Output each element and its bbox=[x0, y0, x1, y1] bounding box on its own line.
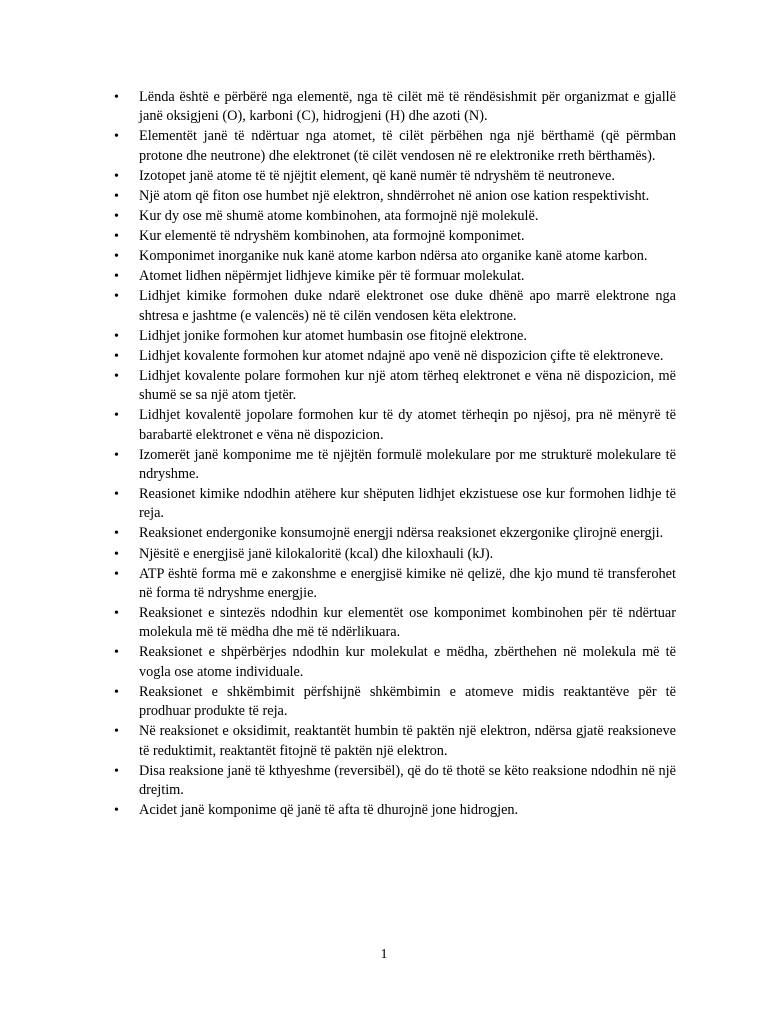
list-item bbox=[114, 406, 676, 445]
list-item bbox=[114, 167, 676, 186]
bullet-icon: • bbox=[114, 408, 119, 424]
list-item bbox=[114, 722, 676, 761]
list-item bbox=[114, 207, 676, 226]
list-item-text: Izomerët janë komponime me të njëjtën formulë molekulare por me strukturë molekulare të ndryshme. bbox=[139, 446, 676, 482]
bullet-icon: • bbox=[114, 546, 119, 562]
bullet-icon: • bbox=[114, 188, 119, 204]
bullet-icon: • bbox=[114, 208, 119, 224]
bullet-icon: • bbox=[114, 289, 119, 305]
list-item bbox=[114, 267, 676, 286]
list-item-text: Lidhjet kimike formohen duke ndarë elektronet ose duke dhënë apo marrë elektrone nga shtresa e jashtme (e valencës) në të cilën vendosen këta elektrone. bbox=[139, 288, 676, 324]
list-item-text: Komponimet inorganike nuk kanë atome karbon ndërsa ato organike kanë atome karbon. bbox=[139, 248, 648, 265]
list-item-text: Kur dy ose më shumë atome kombinohen, ata formojnë një molekulë. bbox=[139, 207, 539, 224]
bullet-icon: • bbox=[114, 487, 119, 503]
list-item bbox=[114, 88, 676, 127]
list-item bbox=[114, 187, 676, 206]
bullet-icon: • bbox=[114, 763, 119, 779]
list-item-text: Izotopet janë atome të të njëjtit element, që kanë numër të ndryshëm të neutroneve. bbox=[139, 167, 615, 184]
list-item bbox=[114, 565, 676, 604]
bullet-icon: • bbox=[114, 724, 119, 740]
list-item-text: Lidhjet kovalentë jopolare formohen kur të dy atomet tërheqin po njësoj, pra në mënyrë të barabartë elektronet e vëna në dispozicion. bbox=[139, 407, 676, 443]
list-item bbox=[114, 367, 676, 406]
bullet-list bbox=[114, 88, 676, 821]
bullet-icon: • bbox=[114, 348, 119, 364]
list-item bbox=[114, 227, 676, 246]
list-item-text: Lidhjet jonike formohen kur atomet humbasin ose fitojnë elektrone. bbox=[139, 327, 527, 344]
list-item bbox=[114, 327, 676, 346]
bullet-icon: • bbox=[114, 566, 119, 582]
list-item-text: Njësitë e energjisë janë kilokaloritë (kcal) dhe kiloxhauli (kJ). bbox=[139, 545, 494, 562]
list-item-text: ATP është forma më e zakonshme e energjisë kimike në qelizë, dhe kjo mund të transferohet në forma të ndryshme energjie. bbox=[139, 565, 676, 601]
list-item-text: Në reaksionet e oksidimit, reaktantët humbin të paktën një elektron, ndërsa gjatë reaksioneve të reduktimit, reaktantët fitojnë të paktën një elektron. bbox=[139, 723, 676, 759]
list-item-text: Reaksionet endergonike konsumojnë energji ndërsa reaksionet ekzergonike çlirojnë energji. bbox=[139, 525, 664, 542]
list-item bbox=[114, 524, 676, 543]
list-item-text: Reaksionet e shkëmbimit përfshijnë shkëmbimin e atomeve midis reaktantëve për të prodhuar produkte të reja. bbox=[139, 683, 676, 720]
bullet-icon: • bbox=[114, 803, 119, 819]
list-item bbox=[114, 762, 676, 801]
page-number: 1 bbox=[380, 947, 388, 962]
list-item-text: Lënda është e përbërë nga elementë, nga të cilët më të rëndësishmit për organizmat e gjallë janë oksigjeni (O), karboni (C), hidrogjeni (H) dhe azoti (N). bbox=[139, 89, 676, 125]
bullet-icon: • bbox=[114, 229, 119, 245]
list-item bbox=[114, 545, 676, 564]
bullet-icon: • bbox=[114, 526, 119, 542]
list-item bbox=[114, 347, 676, 366]
bullet-icon: • bbox=[114, 129, 119, 145]
list-item-text: Një atom që fiton ose humbet një elektron, shndërrohet në anion ose kation respektivisht. bbox=[139, 187, 650, 204]
bullet-icon: • bbox=[114, 249, 119, 265]
list-item-text: Disa reaksione janë të kthyeshme (reversibël), që do të thotë se këto reaksione ndodhin në një drejtim. bbox=[139, 762, 676, 798]
list-item bbox=[114, 604, 676, 643]
list-item-text: Lidhjet kovalente polare formohen kur një atom tërheq elektronet e vëna në dispozicion, më shumë se sa një atom tjetër. bbox=[139, 367, 676, 404]
bullet-icon: • bbox=[114, 168, 119, 184]
list-item bbox=[114, 446, 676, 485]
list-item-text: Kur elementë të ndryshëm kombinohen, ata formojnë komponimet. bbox=[139, 228, 525, 245]
list-item bbox=[114, 683, 676, 722]
bullet-icon: • bbox=[114, 368, 119, 384]
list-item-text: Lidhjet kovalente formohen kur atomet ndajnë apo venë në dispozicion çifte të elektroneve. bbox=[139, 347, 664, 364]
list-item bbox=[114, 485, 676, 524]
list-item-text: Reaksionet e shpërbërjes ndodhin kur molekulat e mëdha, zbërthehen në molekula më të vogla ose atome individuale. bbox=[139, 644, 676, 680]
bullet-icon: • bbox=[114, 447, 119, 463]
list-item-text: Acidet janë komponime që janë të afta të dhurojnë jone hidrogjen. bbox=[139, 802, 519, 819]
list-item-text: Atomet lidhen nëpërmjet lidhjeve kimike për të formuar molekulat. bbox=[139, 268, 525, 285]
list-item bbox=[114, 127, 676, 166]
bullet-icon: • bbox=[114, 269, 119, 285]
list-item-text: Reaksionet e sintezës ndodhin kur elementët ose komponimet kombinohen për të ndërtuar molekula më të mëdha dhe më të ndërlikuara. bbox=[139, 605, 676, 641]
bullet-icon: • bbox=[114, 684, 119, 700]
list-item-text: Elementët janë të ndërtuar nga atomet, të cilët përbëhen nga një bërthamë (që përmban protone dhe neutrone) dhe elektronet (të cilët vendosen në re elektronike rreth bërthamës). bbox=[139, 128, 676, 164]
list-item bbox=[114, 287, 676, 326]
bullet-icon: • bbox=[114, 645, 119, 661]
list-item bbox=[114, 643, 676, 682]
bullet-icon: • bbox=[114, 606, 119, 622]
bullet-icon: • bbox=[114, 90, 119, 105]
list-item-text: Reasionet kimike ndodhin atëhere kur shëputen lidhjet ekzistuese ose kur formohen lidhje të reja. bbox=[139, 486, 676, 522]
bullet-icon: • bbox=[114, 328, 119, 344]
list-item bbox=[114, 801, 676, 820]
list-item bbox=[114, 247, 676, 266]
